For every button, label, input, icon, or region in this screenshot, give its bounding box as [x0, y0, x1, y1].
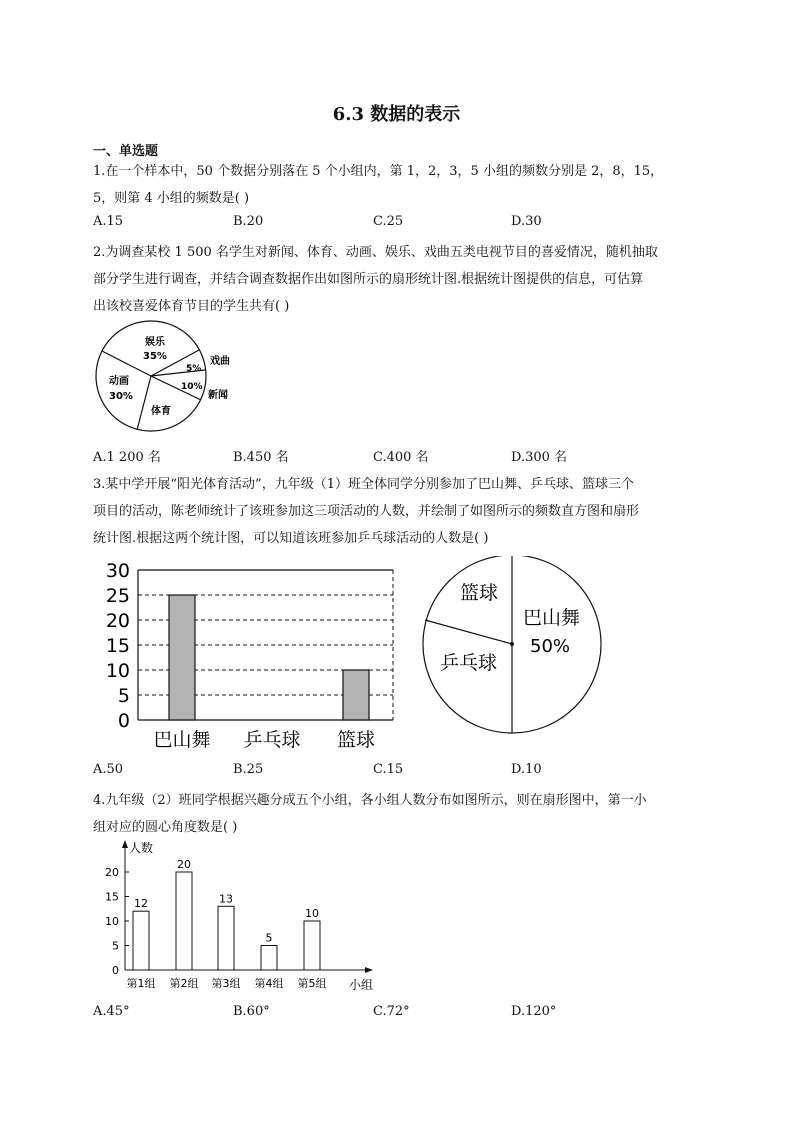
q2-line1: 2.为调查某校 1 500 名学生对新闻、体育、动画、娱乐、戏曲五类电视节目的喜爱情况，随机抽取: [93, 245, 658, 260]
y-tick-label: 25: [105, 585, 130, 607]
pie-center: [510, 642, 514, 646]
q1-option-d[interactable]: D.30: [511, 214, 542, 229]
pie-value-opera: 5%: [186, 364, 202, 374]
q4-line1: 4.九年级（2）班同学根据兴趣分成五个小组，各小组人数分布如图所示，则在扇形图中，第一小: [93, 793, 647, 808]
x-axis-label: 小组: [349, 978, 374, 992]
q2-option-a[interactable]: A.1 200 名: [93, 450, 161, 465]
bar: [343, 670, 369, 720]
q3-bar-chart: [93, 555, 413, 755]
y-tick-label: 0: [117, 710, 130, 732]
x-category-label: 第3组: [211, 977, 241, 990]
pie-value-news: 10%: [181, 382, 203, 392]
q1-option-b[interactable]: B.20: [233, 214, 264, 229]
q4-option-a[interactable]: A.45°: [93, 1004, 130, 1019]
y-tick-label: 15: [105, 635, 130, 657]
bar: [133, 911, 149, 970]
q3-pie-chart: [420, 556, 610, 741]
q1-option-c[interactable]: C.25: [373, 214, 404, 229]
q1-option-a[interactable]: A.15: [93, 214, 124, 229]
q1-line1: 1.在一个样本中，50 个数据分别落在 5 个小组内，第 1，2，3，5 小组的频数分别是 2，8，15，: [93, 164, 664, 179]
q2-pie-chart: [93, 318, 253, 440]
q4-option-c[interactable]: C.72°: [373, 1004, 410, 1019]
bar-value-label: 10: [305, 907, 319, 920]
bar-value-label: 5: [265, 931, 273, 945]
bar: [169, 595, 195, 720]
q3-option-d[interactable]: D.10: [511, 762, 542, 777]
section-heading: 一、单选题: [93, 144, 159, 159]
pie-label-news: 新闻: [208, 390, 228, 401]
q4-bar-chart: [93, 838, 393, 998]
pie-value-bashan-dance: 50%: [530, 636, 571, 657]
q2-option-d[interactable]: D.300 名: [511, 450, 568, 465]
q2-option-b[interactable]: B.450 名: [233, 450, 289, 465]
q4-line2: 组对应的圆心角度数是( ): [93, 820, 238, 835]
y-tick-label: 0: [112, 964, 119, 977]
x-axis-arrow: [365, 967, 373, 973]
x-category-label: 第4组: [254, 977, 284, 990]
y-axis-label: 人数: [129, 841, 154, 855]
x-category-label: 乒乓球: [243, 729, 301, 751]
q1-line2: 5，则第 4 小组的频数是( ): [93, 191, 250, 206]
q2-option-c[interactable]: C.400 名: [373, 450, 429, 465]
x-category-label: 巴山舞: [153, 729, 211, 751]
page-title: 6.3 数据的表示: [332, 104, 461, 125]
q3-line3: 统计图.根据这两个统计图，可以知道该班参加乒乓球活动的人数是( ): [93, 531, 489, 546]
q2-line2: 部分学生进行调查，并结合调查数据作出如图所示的扇形统计图.根据统计图提供的信息，可估算: [93, 272, 644, 287]
bar-value-label: 13: [219, 892, 233, 906]
q3-option-a[interactable]: A.50: [93, 762, 124, 777]
y-tick-label: 15: [105, 890, 119, 904]
y-tick-label: 30: [105, 560, 130, 582]
q3-option-b[interactable]: B.25: [233, 762, 264, 777]
pie-value-animation: 30%: [109, 391, 133, 402]
pie-label-sports: 体育: [151, 406, 171, 417]
pie-label-animation: 动画: [109, 376, 129, 387]
q2-line3: 出该校喜爱体育节目的学生共有( ): [93, 299, 290, 314]
bar: [304, 921, 320, 970]
x-category-label: 篮球: [336, 729, 376, 751]
q4-option-b[interactable]: B.60°: [233, 1004, 270, 1019]
pie-label-opera: 戏曲: [210, 356, 230, 367]
y-tick-label: 10: [105, 660, 130, 682]
x-category-label: 第1组: [126, 977, 156, 990]
q3-line2: 项目的活动，陈老师统计了该班参加这三项活动的人数，并绘制了如图所示的频数直方图和扇形: [93, 504, 640, 519]
y-tick-label: 20: [105, 866, 119, 879]
y-tick-label: 5: [117, 685, 130, 707]
bar: [176, 872, 192, 970]
bar-value-label: 20: [177, 858, 191, 871]
pie-label-basketball: 篮球: [460, 582, 499, 604]
pie-label-bashan-dance: 巴山舞: [523, 607, 581, 629]
y-tick-label: 5: [112, 939, 119, 953]
y-tick-label: 20: [105, 610, 130, 632]
q4-option-d[interactable]: D.120°: [511, 1004, 557, 1019]
q3-line1: 3.某中学开展“阳光体育活动”，九年级（1）班全体同学分别参加了巴山舞、乒乓球、篮球三个: [93, 477, 634, 492]
x-category-label: 第2组: [169, 977, 199, 990]
q3-option-c[interactable]: C.15: [373, 762, 404, 777]
y-tick-label: 10: [105, 915, 119, 928]
pie-label-entertainment: 娱乐: [145, 337, 165, 348]
pie-label-pingpong: 乒乓球: [440, 652, 498, 674]
bar: [261, 946, 277, 971]
x-category-label: 第5组: [297, 977, 327, 990]
bar: [218, 906, 234, 970]
y-axis-arrow: [122, 840, 128, 848]
bar-value-label: 12: [134, 897, 148, 911]
pie-value-entertainment: 35%: [143, 351, 167, 362]
